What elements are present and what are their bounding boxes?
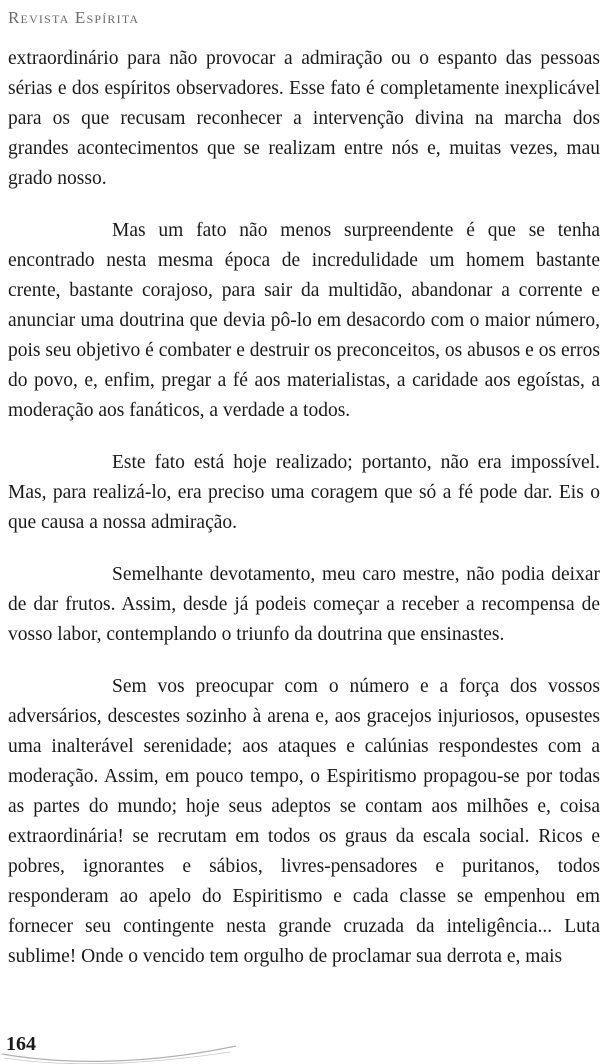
page-number: 164 [6,1033,36,1055]
running-header: Revista Espírita [8,8,140,27]
paragraph: Este fato está hoje realizado; portanto, não era impossível. Mas, para realizá-lo, era preciso uma coragem que só a fé pode dar. Eis o que causa a nossa admiração. [8,452,600,533]
paragraph: Sem vos preocupar com o número e a força dos vossos adversários, descestes sozinho à arena e, aos gracejos injuriosos, opusestes uma inalterável serenidade; aos ataques e calúnias respondestes com a moderação. Assim, em pouco tempo, o Espiritismo propagou-se por todas as partes do mundo; hoje seus adeptos se contam aos milhões e, coisa extraordinária! se recrutam em todos os graus da escala social. Ricos e pobres, ignorantes e sábios, livres-pensadores e puritanos, todos responderam ao apelo do Espiritismo e cada classe se empenhou em fornecer seu contingente nesta grande cruzada da inteligência... Luta sublime! Onde o vencido tem orgulho de proclamar sua derrota e, mais [8,676,600,967]
paragraph: Mas um fato não menos surpreendente é que se tenha encontrado nesta mesma época de incredulidade um homem bastante crente, bastante corajoso, para sair da multidão, abandonar a corrente e anunciar uma doutrina que devia pô-lo em desacordo com o maior número, pois seu objetivo é combater e destruir os preconceitos, os abusos e os erros do povo, e, enfim, pregar a fé aos materialistas, a caridade aos egoístas, a moderação aos fanáticos, a verdade a todos. [8,220,600,421]
paragraph-continuation: extraordinário para não provocar a admiração ou o espanto das pessoas sérias e dos espíritos observadores. Esse fato é completamente inexplicável para os que recusam reconhecer a intervenção divina na marcha dos grandes acontecimentos que se realizam entre nós e, muitas vezes, mau grado nosso. [8,48,600,189]
paragraph: Semelhante devotamento, meu caro mestre, não podia deixar de dar frutos. Assim, desde já podeis começar a receber a recompensa de vosso labor, contemplando o triunfo da doutrina que ensinastes. [8,564,600,645]
body-text [8,44,600,994]
footer-swoosh-ornament [0,1024,240,1064]
